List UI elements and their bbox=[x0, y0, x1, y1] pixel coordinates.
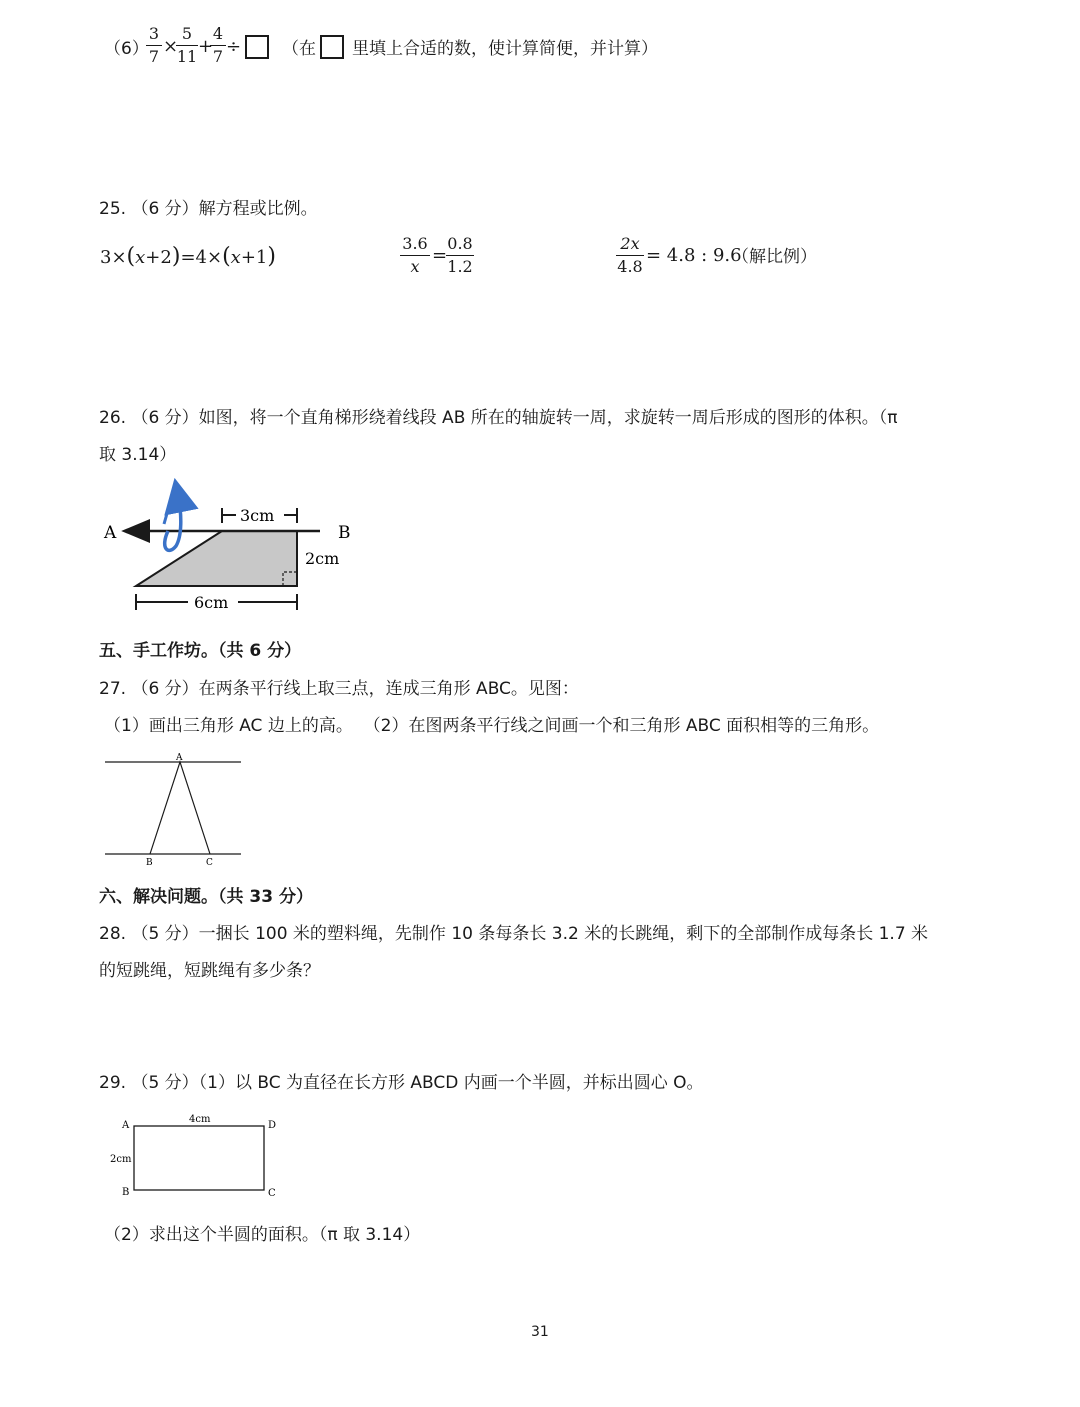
q29-line-1: 29. （5 分）（1）以 BC 为直径在长方形 ABCD 内画一个半圆，并标出圆心 O。 bbox=[99, 1073, 704, 1093]
q27-subquestions: （1）画出三角形 AC 边上的高。 （2）在图两条平行线之间画一个和三角形 ABC 面积相等的三角形。 bbox=[104, 716, 880, 736]
rotation-arrow-tail bbox=[164, 510, 168, 524]
eq3-den: 4.8 bbox=[617, 257, 643, 276]
q29-vertex-d: D bbox=[268, 1120, 277, 1131]
q24-note-rest: 里填上合适的数，使计算简便，并计算） bbox=[352, 39, 658, 59]
label-b: B bbox=[338, 523, 351, 543]
eq1-x-2: x bbox=[230, 247, 241, 268]
q24-plus: + bbox=[198, 36, 214, 57]
q24-f1-den: 7 bbox=[148, 47, 160, 66]
q25-eq3-rhs: = 4.8 : 9.6 bbox=[646, 245, 742, 266]
rectangle-abcd bbox=[134, 1126, 264, 1190]
eq2-d2: 1.2 bbox=[447, 257, 473, 276]
eq1-lparen-2: ( bbox=[222, 244, 231, 269]
section-6-title: 六、解决问题。（共 33 分） bbox=[99, 887, 313, 907]
q29-line-2: （2）求出这个半圆的面积。（π 取 3.14） bbox=[104, 1225, 421, 1245]
q26-line-1: 26. （6 分）如图，将一个直角梯形绕着线段 AB 所在的轴旋转一周，求旋转一周后形成的图形的体积。（π bbox=[99, 408, 898, 428]
q27-vertex-b: B bbox=[146, 858, 153, 868]
eq2-d1: x bbox=[410, 257, 420, 276]
q27-vertex-a: A bbox=[176, 753, 183, 763]
q24-6-label: （6） bbox=[104, 39, 149, 59]
q29-top-length: 4cm bbox=[189, 1114, 211, 1125]
dim-top-label: 3cm bbox=[240, 506, 275, 525]
q28-line-2: 的短跳绳，短跳绳有多少条？ bbox=[99, 961, 320, 981]
q24-note-open: （在 bbox=[282, 39, 316, 59]
dim-side-label: 2cm bbox=[305, 549, 340, 568]
eq2-n1: 3.6 bbox=[402, 234, 428, 253]
eq1-left: 3× bbox=[100, 247, 127, 268]
q24-f2-den: 11 bbox=[176, 47, 198, 66]
q28-line-1: 28. （5 分）一捆长 100 米的塑料绳，先制作 10 条每条长 3.2 米的长跳绳，剩下的全部制作成每条长 1.7 米 bbox=[99, 924, 929, 944]
dim-bottom-label: 6cm bbox=[194, 593, 229, 612]
q26-line-2: 取 3.14） bbox=[99, 445, 177, 465]
q29-left-length: 2cm bbox=[110, 1154, 132, 1165]
eq1-rparen-1: ) bbox=[171, 244, 181, 269]
q25-eq3-note: （解比例） bbox=[732, 247, 817, 267]
q29-vertex-b: B bbox=[122, 1187, 130, 1198]
q29-vertex-a: A bbox=[122, 1120, 130, 1131]
eq1-mid-2: +1 bbox=[240, 247, 268, 268]
label-a: A bbox=[104, 523, 117, 543]
q24-f1-num: 3 bbox=[148, 24, 160, 43]
q25-eq2-equals: = bbox=[432, 245, 448, 266]
eq1-x-1: x bbox=[135, 247, 146, 268]
q24-divide: ÷ bbox=[226, 36, 242, 57]
triangle-abc bbox=[150, 762, 210, 854]
eq3-num: 2x bbox=[620, 234, 640, 253]
q24-times: × bbox=[163, 36, 179, 57]
q24-f3-den: 7 bbox=[212, 47, 224, 66]
q25-title: 25. （6 分）解方程或比例。 bbox=[99, 199, 318, 219]
q27-title: 27. （6 分）在两条平行线上取三点，连成三角形 ABC。见图： bbox=[99, 679, 579, 699]
eq1-lparen-1: ( bbox=[126, 244, 136, 269]
section-5-title: 五、手工作坊。（共 6 分） bbox=[99, 641, 302, 661]
page-number: 31 bbox=[531, 1324, 549, 1340]
eq1-mid-1: +2 bbox=[145, 247, 172, 268]
eq2-n2: 0.8 bbox=[447, 234, 473, 253]
q24-f3-num: 4 bbox=[212, 24, 224, 43]
rotation-arrow bbox=[165, 495, 181, 550]
trapezoid-shape bbox=[136, 531, 297, 586]
eq1-rparen-2: ) bbox=[267, 244, 276, 269]
q24-f2-num: 5 bbox=[181, 24, 193, 43]
q29-vertex-c: C bbox=[268, 1188, 276, 1199]
q27-vertex-c: C bbox=[206, 858, 213, 868]
eq1-eq: =4× bbox=[180, 247, 223, 268]
